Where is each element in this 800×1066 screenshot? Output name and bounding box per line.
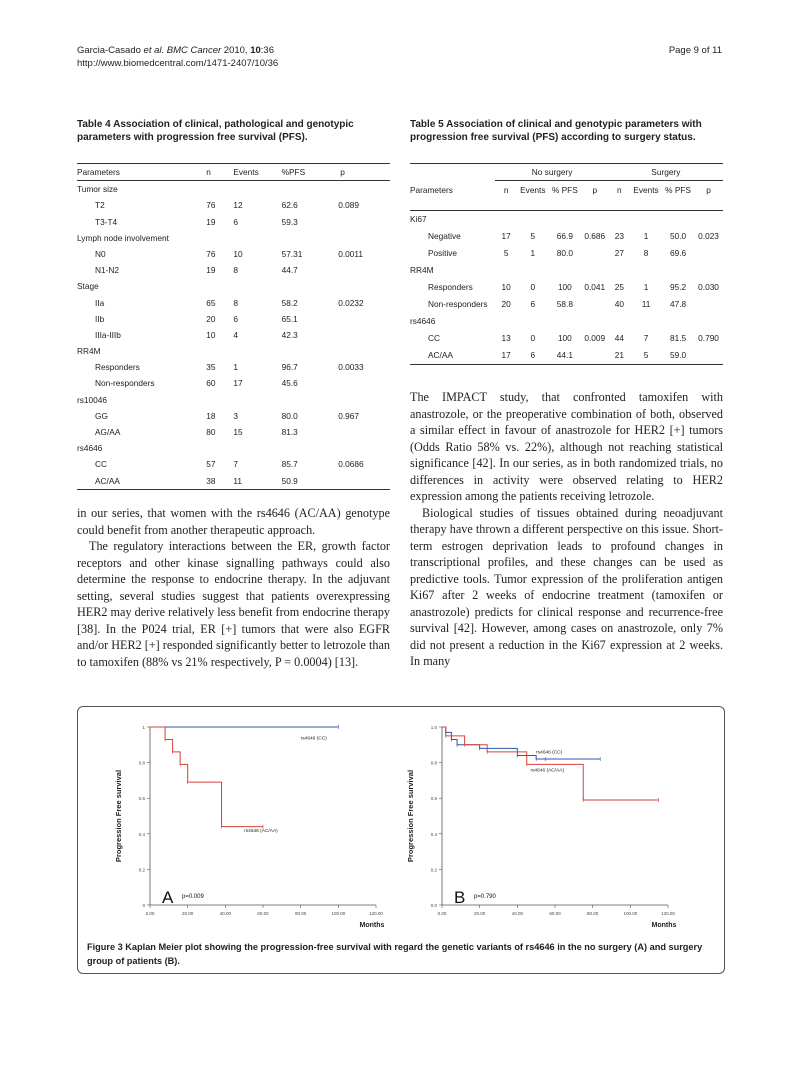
table-cell: 50.9 — [281, 475, 298, 486]
table-cell: 62.6 — [281, 200, 298, 211]
table-cell — [694, 347, 723, 365]
table-cell: 4 — [233, 329, 238, 340]
table-cell: 6 — [233, 216, 238, 227]
x-tick-label: 80.00 — [295, 911, 307, 916]
table-cell: 45.6 — [281, 378, 298, 389]
table-cell: 6 — [233, 313, 238, 324]
y-tick-label: 0.2 — [430, 867, 437, 873]
table-cell: 0.790 — [698, 333, 719, 343]
body-column-left — [77, 505, 390, 670]
paragraph: Biological studies of tissues obtained during neoadjuvant therapy have thrown a different perspective on this issue. Short-term estrogen deprivation leads to profound changes in transcriptional profiles, and these changes can be used as predictive tools. Tumor expression of the proliferation antigen Ki67 after 2 weeks of endocrine treatment (tamoxifen or anastrozole) predicts for clinical response and recurrence-free survival [42]. However, among cases on anastrozole, only 7% did not present a reduction in the Ki67 expression at 2 weeks. In many — [410, 505, 723, 668]
table-cell — [694, 245, 723, 262]
table-cell: 60 — [206, 378, 216, 389]
table-cell: 21 — [614, 350, 624, 360]
table-cell: N1-N2 — [95, 265, 119, 276]
table-cell — [326, 375, 390, 391]
table-cell: 11 — [233, 475, 242, 486]
table-cell: AC/AA — [95, 475, 120, 486]
table-cell: CC — [95, 459, 107, 470]
km-plot-b — [400, 713, 700, 937]
table-group-row — [410, 211, 723, 229]
table-cell: N0 — [95, 248, 106, 259]
km-line-cc — [442, 727, 600, 759]
table-group-row — [77, 392, 390, 408]
table-cell: Tumor size — [77, 184, 118, 195]
table-cell: GG — [95, 410, 108, 421]
t5-header-cell: % PFS — [551, 185, 578, 195]
table-cell: 1 — [643, 282, 649, 292]
table-cell: Lymph node involvement — [77, 232, 169, 243]
table-cell: 0.0033 — [338, 362, 364, 373]
running-header: Garcia-Casado et al. BMC Cancer 2010, 10:36 http://www.biomedcentral.com/1471-2407/10/36 — [77, 45, 279, 69]
y-tick-label: 1.0 — [430, 725, 437, 730]
table-cell: 7 — [643, 333, 649, 343]
table-group-row — [77, 278, 390, 294]
panel-label: A — [162, 888, 174, 907]
t4-header-p: p — [340, 167, 345, 177]
table-cell: 65 — [206, 297, 216, 308]
panel-label: B — [454, 888, 466, 907]
table-cell: 0.686 — [584, 231, 606, 241]
t4-header-n: n — [206, 167, 211, 177]
table-cell: 6 — [530, 350, 536, 360]
x-tick-label: 100.00 — [623, 911, 638, 916]
table-cell: 0 — [530, 282, 536, 292]
y-tick-label: 0.8 — [430, 760, 437, 766]
y-tick-label: 0.8 — [138, 760, 145, 766]
table-cell — [581, 296, 609, 313]
table-row — [77, 295, 390, 311]
table-cell: 66.9 — [556, 231, 573, 241]
table-cell: 3 — [233, 410, 238, 421]
t5-header-cell: n — [617, 185, 622, 195]
table-group-row — [77, 343, 390, 359]
table-cell: 0.967 — [338, 410, 359, 421]
table4 — [77, 163, 390, 490]
table-cell: 38 — [206, 475, 216, 486]
y-tick-label: 1 — [142, 725, 145, 730]
table-cell: CC — [428, 333, 440, 343]
table-cell: 13 — [501, 333, 511, 343]
table-cell: 0.0232 — [338, 297, 364, 308]
paragraph: The regulatory interactions between the ER, growth factor receptors and other kinase signalling pathways could also determine the response to endocrine therapy. In the adjuvant setting, several studies suggest that patients overexpressing HER2 may derive relatively less benefit from endocrine therapy [38]. In the P024 trial, ER [+] tumors that were also EGFR and/or HER2 [+] responded significantly better to letrozole than to tamoxifen (88% vs 21% respectively, P = 0.0004) [13]. — [77, 539, 390, 669]
table-cell: 96.7 — [281, 362, 298, 373]
t5-header-cell: Events — [633, 185, 659, 195]
table-cell: 25 — [614, 282, 624, 292]
table-cell: RR4M — [77, 346, 101, 357]
paragraph: The IMPACT study, that confronted tamoxifen with anastrozole, or the preoperative combination of both, observed a similar effect in favour of anastrozole for HER2 [+] tumors (Odds Ratio 58% vs. 22%), although not reaching statistical significance [42]. In our series, as in both randomized trials, no differences in activity were observed relating to HER2 expression among the patients receiving letrozole. — [410, 390, 723, 503]
table-cell: 44.1 — [556, 350, 573, 360]
table-cell: 0.009 — [584, 333, 606, 343]
table-cell: 7 — [233, 459, 238, 470]
table-cell: 11 — [641, 299, 651, 309]
t5-header-cell: p — [592, 185, 598, 195]
table-cell: 8 — [233, 297, 238, 308]
table-cell: 42.3 — [281, 329, 298, 340]
table-cell: 59.0 — [669, 350, 687, 360]
table-cell: IIb — [95, 313, 105, 324]
table-cell: 23 — [614, 231, 624, 241]
table-cell: 59.3 — [281, 216, 298, 227]
x-tick-label: 20.00 — [182, 911, 194, 916]
x-tick-label: 20.00 — [474, 911, 486, 916]
km-line-acaa — [442, 727, 659, 800]
y-tick-label: 0 — [142, 903, 145, 908]
table-cell: IIa — [95, 297, 105, 308]
table-cell — [326, 327, 390, 343]
table-cell: 1 — [233, 362, 238, 373]
y-tick-label: 0.6 — [430, 796, 437, 802]
table-cell: 5 — [503, 248, 509, 258]
table-cell: 18 — [206, 410, 216, 421]
y-tick-label: 0.6 — [138, 796, 145, 802]
table-cell: 19 — [206, 265, 216, 276]
figure-caption: Figure 3 Kaplan Meier plot showing the progression-free survival with regard the genetic variants of rs4646 in the no surgery (A) and surgery group of patients (B). — [87, 942, 703, 966]
table-cell: RR4M — [410, 265, 434, 275]
t5-header-cell: Events — [520, 185, 546, 195]
y-tick-label: 0.4 — [430, 831, 437, 837]
table-cell: 27 — [614, 248, 624, 258]
table-cell: Non-responders — [428, 299, 488, 309]
km-plot-a — [108, 713, 396, 937]
table-cell: Non-responders — [95, 378, 155, 389]
table-row — [410, 279, 723, 296]
table-cell: IIIa-IIIb — [95, 329, 121, 340]
table-cell: 15 — [233, 427, 243, 437]
table-row — [77, 327, 390, 343]
p-value: p=0.790 — [474, 894, 496, 900]
table-row — [77, 408, 390, 424]
table-group-row — [410, 313, 723, 330]
table-group-row — [77, 181, 390, 198]
table-cell: 1 — [530, 248, 536, 258]
x-tick-label: 60.00 — [549, 911, 561, 916]
t5-header-cell: % PFS — [665, 185, 691, 195]
table-cell: 80 — [206, 427, 216, 437]
t4-header-events: Events — [233, 167, 259, 177]
table-row — [410, 296, 723, 313]
table-cell: 17 — [501, 231, 511, 241]
table-cell: 76 — [206, 200, 216, 211]
table-cell: 12 — [233, 200, 243, 211]
table-cell — [326, 473, 390, 490]
x-tick-label: 0.00 — [437, 911, 447, 916]
y-tick-label: 0.4 — [138, 831, 145, 837]
t5-group-surgery: Surgery — [609, 164, 723, 181]
body-column-right — [410, 389, 723, 670]
table-cell: 0.030 — [698, 282, 719, 292]
table-cell: 0.0011 — [338, 248, 363, 259]
x-axis-label: Months — [651, 922, 677, 929]
table-cell — [326, 424, 390, 440]
table-cell — [581, 245, 609, 262]
series-label: rs4646 (AC/AA) — [244, 829, 278, 835]
table-group-row — [410, 262, 723, 279]
x-tick-label: 60.00 — [257, 911, 269, 916]
x-axis-label: Months — [359, 922, 385, 929]
km-line-acaa — [150, 727, 263, 827]
table-cell: Stage — [77, 281, 99, 292]
table-row — [77, 424, 390, 440]
table-cell: 57 — [206, 459, 216, 470]
series-label: rs4646 (CC) — [300, 736, 327, 742]
x-tick-label: 120.00 — [661, 911, 675, 916]
t5-group-no-surgery: No surgery — [495, 164, 608, 181]
table-cell: 1 — [643, 231, 649, 241]
table-cell — [581, 347, 609, 365]
table-row — [77, 456, 390, 472]
figure-3 — [77, 706, 725, 974]
table-cell: 47.8 — [669, 299, 687, 309]
table-cell: 44.7 — [281, 265, 298, 276]
table-cell: Responders — [95, 362, 140, 373]
t4-header-pfs: %PFS — [281, 167, 306, 177]
table-cell: T2 — [95, 200, 105, 211]
y-tick-label: 0.0 — [430, 903, 437, 908]
table-cell — [694, 296, 723, 313]
table5 — [410, 163, 723, 365]
table-cell: 8 — [233, 265, 238, 276]
table-cell — [326, 262, 390, 278]
table-cell: AG/AA — [95, 427, 121, 437]
y-axis-label: Progression Free survival — [114, 769, 123, 863]
table-cell: 0.023 — [698, 231, 719, 241]
table-cell: 5 — [530, 231, 536, 241]
table-cell: 58.2 — [281, 297, 298, 308]
series-label: rs4646 (AC/AA) — [530, 768, 565, 774]
page-number: Page 9 of 11 — [668, 45, 722, 56]
table-cell: 0.0686 — [338, 459, 364, 470]
table-group-row — [77, 230, 390, 246]
table5-caption: Table 5 Association of clinical and genotypic parameters with progression free survival (PFS) according to surgery status. — [410, 119, 702, 143]
table-row — [77, 214, 390, 230]
table-cell: 0.089 — [338, 200, 359, 211]
table-cell: 5 — [643, 350, 649, 360]
table-cell: 100 — [557, 333, 572, 343]
table-cell: 76 — [206, 248, 216, 259]
table-row — [77, 262, 390, 278]
table-cell: 80.0 — [281, 410, 298, 421]
table-cell: 17 — [501, 350, 511, 360]
table-cell: 65.1 — [281, 313, 298, 324]
table-row — [77, 359, 390, 375]
table-cell: 35 — [206, 362, 216, 373]
table-cell: AC/AA — [428, 350, 453, 360]
table-cell: 44 — [614, 333, 624, 343]
t5-header-cell: p — [706, 185, 711, 195]
table-row — [77, 311, 390, 327]
p-value: p=0.009 — [182, 894, 204, 900]
table-row — [410, 245, 723, 262]
table-cell: 0 — [530, 333, 536, 343]
table-cell: 81.3 — [281, 427, 298, 437]
table-row — [77, 473, 390, 490]
table-cell: 81.5 — [669, 333, 687, 343]
t4-header-param: Parameters — [77, 167, 120, 177]
table-cell: 85.7 — [281, 459, 298, 470]
table-cell: T3-T4 — [95, 216, 118, 227]
table-cell: 95.2 — [669, 282, 687, 292]
table-group-row — [77, 440, 390, 456]
table-cell: 80.0 — [556, 248, 573, 258]
x-tick-label: 40.00 — [511, 911, 523, 916]
x-tick-label: 100.00 — [331, 911, 346, 916]
t5-header-cell: Parameters — [410, 184, 453, 195]
table-row — [410, 347, 723, 365]
table-cell: rs4646 — [410, 316, 436, 326]
paragraph: in our series, that women with the rs4646 (AC/AA) genotype could benefit from another therapeutic approach. — [77, 506, 390, 537]
table-cell: 69.6 — [669, 248, 687, 258]
table-cell: 10 — [501, 282, 511, 292]
table-cell: 50.0 — [669, 231, 687, 241]
table-cell: rs10046 — [77, 394, 107, 405]
table-cell: 8 — [643, 248, 649, 258]
article-url[interactable]: http://www.biomedcentral.com/1471-2407/10/36 — [77, 58, 279, 69]
table4-caption: Table 4 Association of clinical, pathological and genotypic parameters with progression free survival (PFS). — [77, 119, 354, 143]
y-axis-label: Progression Free survival — [406, 769, 415, 863]
table-cell: Positive — [428, 248, 458, 258]
table-cell: 58.8 — [556, 299, 573, 309]
x-tick-label: 120.00 — [369, 911, 383, 916]
table-cell — [326, 311, 390, 327]
table-cell: 40 — [614, 299, 624, 309]
table-cell: 17 — [233, 378, 243, 389]
table-cell: 0.041 — [584, 282, 606, 292]
x-tick-label: 0.00 — [145, 911, 155, 916]
table-cell: 10 — [206, 329, 216, 340]
table-cell: Responders — [428, 282, 473, 292]
table-cell: 57.31 — [281, 248, 303, 259]
table-cell — [326, 214, 390, 230]
table-row — [410, 330, 723, 347]
table-cell: 19 — [206, 216, 216, 227]
table-row — [77, 197, 390, 213]
table-cell: 20 — [501, 299, 511, 309]
table-row — [410, 228, 723, 245]
x-tick-label: 80.00 — [587, 911, 599, 916]
table-cell: rs4646 — [77, 443, 103, 454]
table-row — [77, 246, 390, 262]
table-cell: Negative — [428, 231, 461, 241]
table-cell: 6 — [530, 299, 536, 309]
t5-header-cell: n — [503, 185, 509, 195]
series-label: rs4646 (CC) — [536, 750, 563, 756]
table-row — [77, 375, 390, 391]
x-tick-label: 40.00 — [219, 911, 231, 916]
table-cell: 100 — [557, 282, 572, 292]
table-cell: Ki67 — [410, 214, 427, 224]
table-cell: 10 — [233, 248, 243, 259]
table-cell: 20 — [206, 313, 216, 324]
y-tick-label: 0.2 — [138, 867, 145, 873]
